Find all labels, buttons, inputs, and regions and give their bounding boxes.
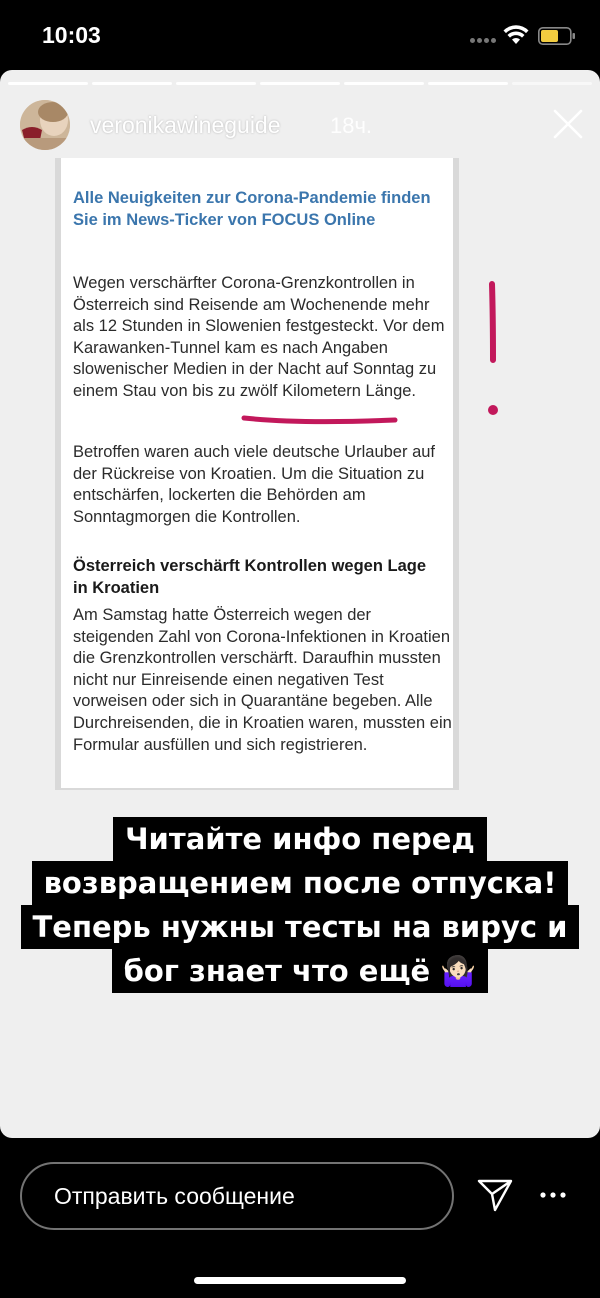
article-paragraph: Wegen verschärfter Corona-Grenzkontrollen in Österreich sind Reisende am Wochenende mehr als 12 Stunden in Slowenien festgesteckt. Vor dem Karawanken-Tunnel kam es nach Angaben slowenischer Medien in der Nacht auf Sonntag zu einem Stau von bis zu zwölf Kilometern Länge. bbox=[73, 274, 445, 400]
story-time-ago: 18ч. bbox=[330, 113, 373, 138]
article-subheadline: Österreich verschärft Kontrollen wegen Lage in Kroatien bbox=[73, 557, 427, 597]
story-username[interactable]: veronikawineguide bbox=[90, 112, 281, 138]
progress-segment bbox=[344, 82, 424, 85]
progress-segment bbox=[92, 82, 172, 85]
avatar[interactable] bbox=[20, 100, 70, 150]
progress-segment bbox=[512, 82, 592, 85]
progress-segment bbox=[260, 82, 340, 85]
caption-line: бог знает что ещё 🤷🏻‍♀️ bbox=[112, 949, 489, 993]
caption-line: Теперь нужны тесты на вирус и bbox=[21, 905, 580, 949]
send-direct-icon[interactable] bbox=[476, 1176, 514, 1214]
exclamation-mark-drawing bbox=[478, 278, 508, 418]
status-bar bbox=[0, 0, 600, 70]
story-progress-bar bbox=[8, 82, 592, 85]
article-paragraph: Betroffen waren auch viele deutsche Urlauber auf der Rückreise von Kroatien. Um die Situation zu entschärfen, lockerten die Behörden am Sonntagmorgen die Kontrollen. bbox=[73, 443, 436, 526]
article-headline: Alle Neuigkeiten zur Corona-Pandemie finden Sie im News-Ticker von FOCUS Online bbox=[73, 189, 431, 229]
battery-icon bbox=[538, 27, 576, 45]
send-message-input[interactable]: Отправить сообщение bbox=[20, 1162, 454, 1230]
story-card[interactable] bbox=[0, 70, 600, 1138]
wifi-icon bbox=[503, 24, 529, 46]
article-screenshot bbox=[55, 158, 459, 790]
progress-segment bbox=[428, 82, 508, 85]
article-paragraph: Am Samstag hatte Österreich wegen der steigenden Zahl von Corona-Infektionen in Kroatien die Grenzkontrollen verschärft. Daraufhin mussten nicht nur Einreisende einen negativen Test vorweisen oder sich in Quarantäne begeben. Alle Durchreisenden, die in Kroatien waren, mussten ein Formular ausfüllen und sich registrieren. bbox=[73, 606, 452, 754]
close-icon[interactable] bbox=[552, 108, 584, 140]
caption-line: Читайте инфо перед bbox=[113, 817, 487, 861]
home-indicator[interactable] bbox=[194, 1277, 406, 1284]
story-caption bbox=[0, 817, 600, 993]
progress-segment bbox=[8, 82, 88, 85]
more-options-icon[interactable] bbox=[538, 1184, 568, 1206]
status-time: 10:03 bbox=[42, 22, 101, 48]
progress-segment bbox=[176, 82, 256, 85]
caption-line: возвращением после отпуска! bbox=[32, 861, 569, 905]
cellular-signal-icon bbox=[470, 38, 498, 46]
highlight-underline-mark bbox=[240, 412, 400, 426]
story-header bbox=[0, 98, 600, 154]
